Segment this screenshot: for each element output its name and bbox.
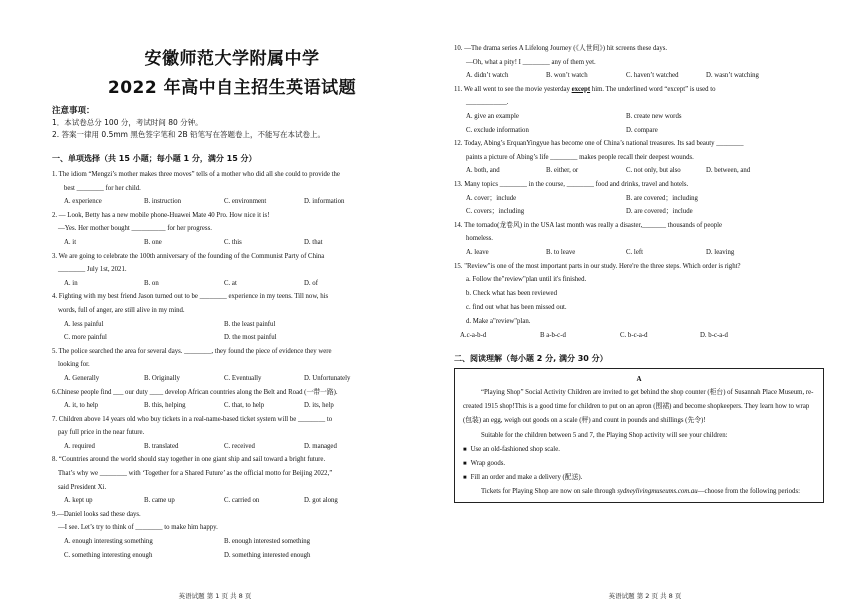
option: C. carried on	[224, 497, 260, 505]
option: B. create new words	[626, 112, 682, 120]
option: A. experience	[64, 198, 102, 206]
reading-passage	[454, 368, 824, 503]
option: C. Eventually	[224, 374, 262, 382]
options	[52, 440, 412, 454]
option: D. got along	[304, 497, 338, 505]
question-text: looking for.	[58, 361, 90, 369]
options	[52, 277, 412, 291]
question-15	[454, 260, 824, 343]
question-4	[52, 290, 412, 344]
question-text: ____________.	[466, 99, 509, 107]
option: A. it, to help	[64, 402, 99, 410]
question-text: paints a picture of Abing’s life ________ makes people recall their deepest wounds.	[466, 153, 694, 161]
option: C. received	[224, 442, 255, 450]
options	[454, 192, 824, 219]
options	[454, 110, 824, 137]
exam-title: 2022 年高中自主招生英语试题	[107, 78, 357, 98]
option: B. enough interested something	[224, 538, 311, 546]
option: B. either, or	[546, 167, 579, 175]
question-text: —Yes. Her mother bought __________ for her progress.	[58, 225, 212, 233]
option: D. are covered；include	[626, 208, 693, 216]
question-text: 9.—Daniel looks sad these days.	[52, 510, 141, 518]
option: C. left	[626, 248, 643, 256]
option: A. less painful	[64, 320, 104, 328]
option: C. haven’t watched	[626, 72, 679, 80]
option: A. it	[64, 238, 77, 246]
question-text: 12. Today, Abing’s ErquanYingyue has become one of China’s national treasures. Its sad beauty ________	[454, 140, 744, 148]
question-text: 8. “Countries around the world should stay together in one giant ship and sail toward a bright future.	[52, 456, 326, 464]
option: D. something interested enough	[224, 551, 311, 559]
question-text: 13. Many topics ________ in the course, ________ food and drinks, travel and hotels.	[454, 180, 689, 188]
option: D. its, help	[304, 402, 334, 410]
passage-label: A	[636, 374, 642, 383]
question-text: 2. — Look, Betty has a new mobile phone-Huawei Mate 40 Pro. How nice it is!	[52, 211, 270, 219]
question-text: 6.Chinese people find ___ our duty ____ develop African countries along the Belt and Road (一带一路).	[52, 388, 338, 396]
notice-title: 注意事项：	[52, 106, 95, 116]
question-13	[454, 178, 824, 219]
option: C. more painful	[64, 334, 107, 342]
question-text: words, full of anger, are still alive in my mind.	[58, 306, 185, 314]
passage-paragraph: Suitable for the children between 5 and 7, the Playing Shop activity will see your children:	[481, 431, 728, 439]
option: A. in	[64, 279, 78, 287]
option: C. environment	[224, 198, 267, 206]
question-2	[52, 209, 412, 250]
question-text: homeless.	[466, 235, 493, 243]
option: A. cover；include	[466, 194, 517, 202]
option: B. instruction	[144, 198, 182, 206]
option: A. enough interesting something	[64, 538, 153, 546]
option: D. Unfortunately	[304, 374, 351, 382]
passage-paragraph: “Playing Shop” Social Activity Children are invited to get behind the shop counter (柜台) of Susannah Place Museum, re-created 1915 shop!This is a good time for children to put on an apron (围裙) and become shopkeepers. They learn how to wrap (包装) an egg, weigh out goods on a scale (秤) and count in pounds and shillings (先令)!	[463, 388, 814, 425]
page-2	[430, 0, 860, 608]
question-text	[454, 83, 824, 97]
option: D. that	[304, 238, 323, 246]
question-text-part: him. The underlined word “except” is used to	[590, 85, 716, 93]
question-text: 14. The tornado(龙卷风) in the USA last month was really a disaster,_______ thousands of people	[454, 221, 723, 229]
question-6	[52, 386, 412, 413]
question-11	[454, 83, 824, 137]
option: C. b-c-a-d	[620, 332, 648, 340]
section-heading: 一、单项选择（共 15 小题；每小题 1 分，满分 15 分）	[52, 154, 257, 163]
option: B. this, helping	[144, 402, 186, 410]
option: C. at	[224, 279, 237, 287]
question-text: —Oh, what a pity! I ________ any of them yet.	[466, 58, 596, 66]
passage-text: —choose from the following periods:	[697, 488, 800, 496]
option: A. required	[64, 442, 95, 450]
option: A.c-a-b-d	[460, 332, 487, 340]
question-text: 7. Children above 14 years old who buy tickets in a real-name-based ticket system will be ________ to	[52, 415, 333, 423]
step-item: a. Follow the"review"plan until it's finished.	[466, 276, 587, 284]
question-text: best ________ for her child.	[64, 184, 141, 192]
bullet-item: ■ Wrap goods.	[463, 457, 815, 471]
question-text: 5. The police searched the area for several days. ________, they found the piece of evidence they were	[52, 347, 332, 355]
options	[52, 372, 412, 386]
passage-text: Tickets for Playing Shop are now on sale through	[481, 488, 618, 496]
notice-line: 2. 答案一律用 0.5mm 黑色签字笔和 2B 铅笔写在答题卷上，不能写在本试卷上。	[52, 130, 326, 139]
option: D. wasn’t watching	[706, 72, 759, 80]
option: D. compare	[626, 126, 658, 134]
question-text: —I see. Let’s try to think of ________ to make him happy.	[58, 524, 218, 532]
option: D. leaving	[706, 248, 735, 256]
option: B. translated	[144, 442, 179, 450]
question-3	[52, 250, 412, 291]
options	[454, 329, 824, 343]
notice-line: 1．本试卷总分 100 分，考试时间 80 分钟。	[52, 118, 203, 127]
option: D. information	[304, 198, 345, 206]
question-text: That’s why we ________ with ‘Together for a Shared Future’ as the official motto for Beijing 2022,”	[58, 470, 333, 478]
options	[454, 246, 824, 260]
question-text: 3. We are going to celebrate the 100th anniversary of the founding of the Communist Party of China	[52, 252, 325, 260]
passage-paragraph	[463, 485, 815, 499]
options	[52, 535, 412, 562]
question-1	[52, 168, 412, 209]
question-10	[454, 42, 824, 83]
option: B. came up	[144, 497, 175, 505]
option: D. between, and	[706, 167, 751, 175]
option: B. the least painful	[224, 320, 276, 328]
option: C. exclude information	[466, 126, 529, 134]
option: A. kept up	[64, 497, 93, 505]
question-7	[52, 413, 412, 454]
question-text: 1. The idiom “Mengzi’s mother makes three moves” tells of a mother who did all she could to provide the	[52, 171, 340, 178]
option: A. leave	[466, 248, 489, 256]
step-item: c. find out what has been missed out.	[466, 304, 567, 312]
option: A. both, and	[466, 167, 500, 175]
section-heading: 二、阅读理解（每小题 2 分, 满分 30 分）	[454, 353, 608, 363]
option: B a-b-c-d	[540, 332, 566, 340]
options	[52, 195, 412, 209]
option: C. this	[224, 238, 242, 246]
options	[52, 494, 412, 508]
option: B. won’t watch	[546, 72, 588, 80]
option: B. one	[144, 238, 162, 246]
question-text: ________ July 1st, 2021.	[58, 266, 127, 274]
question-text: 4. Fighting with my best friend Jason turned out to be ________ experience in my teens. Till now, his	[52, 293, 329, 301]
option: B. Originally	[144, 374, 180, 382]
page-footer: 英语试题 第 1 页 共 8 页	[178, 592, 252, 600]
options	[52, 236, 412, 250]
question-14	[454, 219, 824, 260]
school-title: 安徽师范大学附属中学	[144, 49, 320, 69]
question-text-part: 11. We all went to see the movie yesterday	[454, 85, 572, 93]
question-text: 15. "Review"is one of the most important parts in our study. Here're the three steps. Which order is right?	[454, 262, 741, 270]
option: D. of	[304, 279, 318, 287]
option: D. managed	[304, 442, 337, 450]
option: D. the most painful	[224, 334, 277, 342]
options	[454, 69, 824, 83]
page-footer: 英语试题 第 2 页 共 8 页	[608, 592, 682, 600]
website-link[interactable]: sydneylivingmuseums.com.au	[617, 488, 698, 496]
option: C. covers；including	[466, 208, 525, 216]
question-text: 10. —The drama series A Lifelong Journey (《人世间》) hit screens these days.	[454, 45, 668, 52]
question-12	[454, 137, 824, 178]
option: A. give an example	[466, 112, 519, 120]
question-text: said President Xi.	[58, 483, 107, 491]
step-item: b. Check what has been reviewed	[466, 290, 557, 298]
underlined-word: except	[571, 85, 591, 93]
options	[52, 318, 412, 345]
option: B. to leave	[546, 248, 576, 256]
question-8	[52, 453, 412, 507]
step-item: d. Make a"review"plan.	[466, 318, 531, 326]
question-5	[52, 345, 412, 386]
option: B. on	[144, 279, 159, 287]
option: C. not only, but also	[626, 167, 681, 175]
option: C. something interesting enough	[64, 551, 153, 559]
option: A. didn’t watch	[466, 72, 509, 80]
option: C. that, to help	[224, 402, 265, 410]
options	[52, 399, 412, 413]
option: A. Generally	[64, 374, 100, 382]
question-9	[52, 508, 412, 562]
question-text: pay full price in the near future.	[58, 429, 145, 437]
bullet-item: ■ Use an old-fashioned shop scale.	[463, 443, 815, 457]
option: B. are covered；including	[626, 194, 698, 202]
option: D. b-c-a-d	[700, 332, 728, 340]
options	[454, 164, 824, 178]
bullet-item: ■ Fill an order and make a delivery (配送).	[463, 471, 815, 485]
